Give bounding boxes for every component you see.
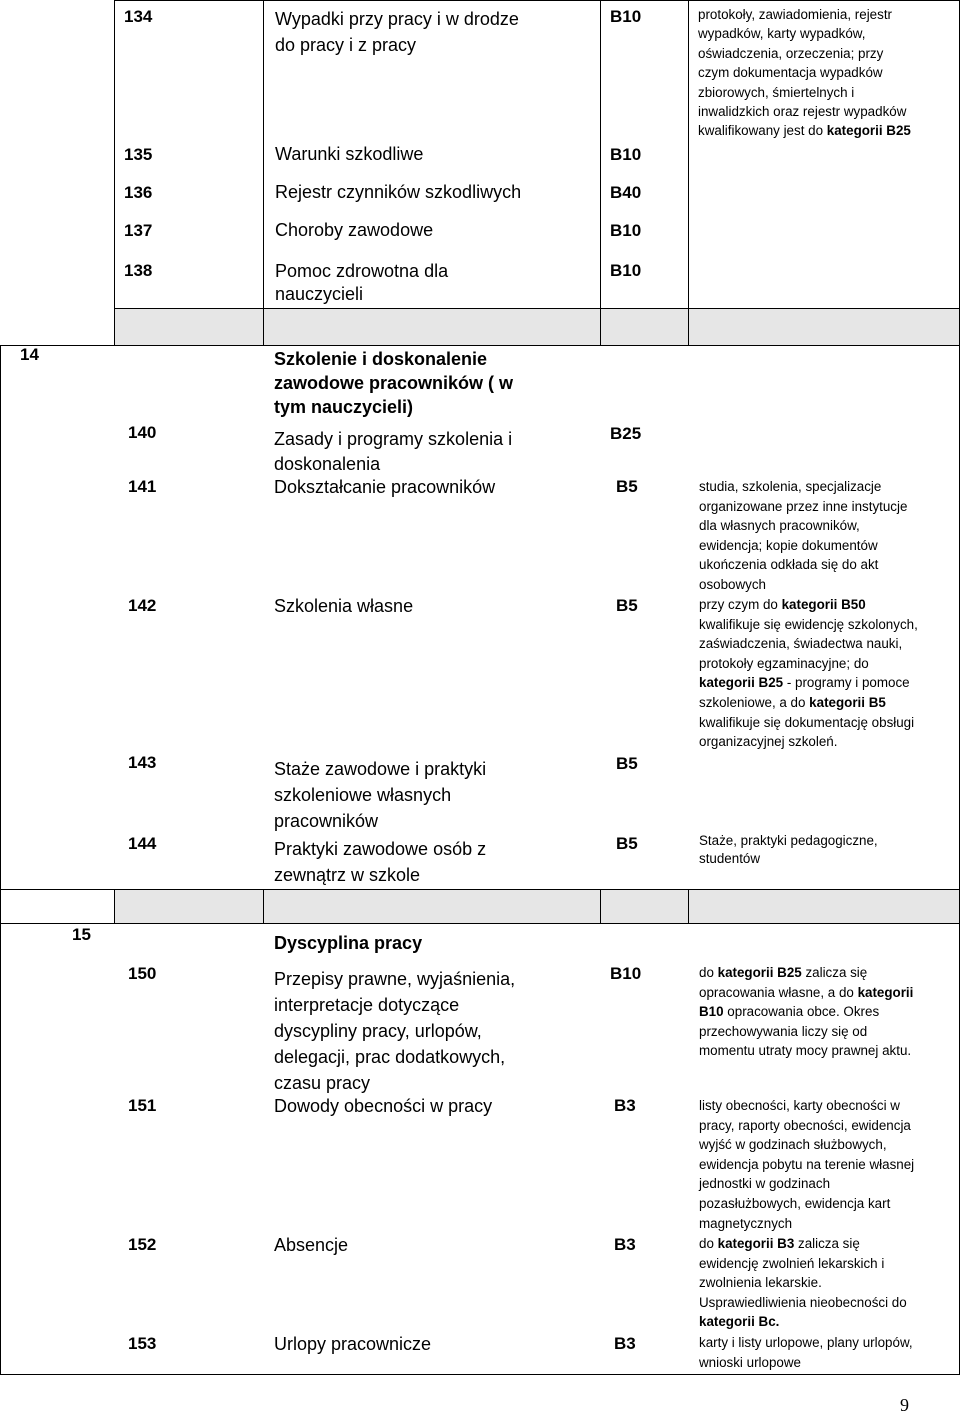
group-title-15: Dyscyplina pracy [274, 933, 423, 953]
note-line: do kategorii B25 zalicza się [699, 965, 868, 980]
symbol-137: 137 [124, 221, 153, 240]
note-line: do kategorii B3 zalicza się [699, 1236, 860, 1251]
category-134: B10 [610, 7, 642, 26]
note-line: szkoleniowe, a do kategorii B5 [699, 694, 886, 710]
category-143: B5 [616, 754, 638, 773]
title-142: Szkolenia własne [274, 596, 414, 616]
category-150: B10 [610, 964, 642, 983]
symbol-140: 140 [128, 423, 157, 442]
note-line: protokoły egzaminacyjne; do [699, 655, 869, 671]
symbol-134: 134 [124, 7, 153, 26]
note-line: opracowania własne, a do kategorii [699, 984, 914, 1000]
title-134: Wypadki przy pracy i w drodze do pracy i z pracy [275, 9, 519, 55]
note-141: studia, szkolenia, specjalizacje organizowane przez inne instytucje dla własnych pracowników, ewidencja; kopie dokumentów ukończenia odkłada się do akt osobowych [699, 479, 908, 592]
category-144: B5 [616, 834, 638, 853]
category-152: B3 [614, 1235, 636, 1254]
group-title-14: Szkolenie i doskonalenie zawodowe pracowników ( w tym nauczycieli) [274, 349, 514, 417]
note-142 [699, 595, 918, 752]
note-line: B10 opracowania obce. Okres [699, 1004, 880, 1020]
symbol-138: 138 [124, 261, 153, 280]
note-150 [699, 963, 913, 1061]
title-135: Warunki szkodliwe [275, 144, 424, 164]
page-number: 9 [900, 1395, 909, 1415]
title-151: Dowody obecności w pracy [274, 1096, 493, 1116]
symbol-135: 135 [124, 145, 153, 164]
note-line: momentu utraty mocy prawnej aktu. [699, 1043, 912, 1059]
note-134: protokoły, zawiadomienia, rejestr wypadków, karty wypadków, oświadczenia, orzeczenia; przy czym dokumentacja wypadków zbiorowych, śmiertelnych i inwalidzkich oraz rejestr wypadków kwalifikowany jest do kategorii B25 [698, 7, 911, 139]
note-line: kwalifikuje się ewidencję szkolonych, [699, 616, 918, 632]
separator-band [114, 889, 959, 923]
note-line: kategorii Bc. [699, 1314, 780, 1330]
group-symbol-15: 15 [72, 925, 91, 944]
note-line: Usprawiedliwienia nieobecności do [699, 1294, 907, 1310]
note-153: karty i listy urlopowe, plany urlopów, wnioski urlopowe [699, 1335, 913, 1370]
title-141: Dokształcanie pracowników [274, 477, 496, 497]
symbol-152: 152 [128, 1235, 157, 1254]
category-138: B10 [610, 261, 642, 280]
category-151: B3 [614, 1096, 636, 1115]
symbol-136: 136 [124, 183, 153, 202]
category-142: B5 [616, 596, 638, 615]
category-140: B25 [610, 424, 642, 443]
title-138: Pomoc zdrowotna dla nauczycieli [275, 261, 449, 304]
symbol-153: 153 [128, 1334, 157, 1353]
symbol-143: 143 [128, 753, 157, 772]
title-137: Choroby zawodowe [275, 220, 434, 240]
title-153: Urlopy pracownicze [274, 1334, 432, 1354]
title-143: Staże zawodowe i praktyki szkoleniowe własnych pracowników [274, 759, 487, 831]
category-153: B3 [614, 1334, 636, 1353]
note-152 [699, 1234, 907, 1332]
title-150: Przepisy prawne, wyjaśnienia, interpretacje dotyczące dyscypliny pracy, urlopów, delegacji, prac dodatkowych, czasu pracy [274, 969, 516, 1093]
group-symbol-14: 14 [20, 345, 39, 364]
category-141: B5 [616, 477, 638, 496]
note-line: ewidencję zwolnień lekarskich i [699, 1255, 885, 1271]
symbol-141: 141 [128, 477, 157, 496]
symbol-150: 150 [128, 964, 157, 983]
note-line: zwolnienia lekarskie. [699, 1275, 822, 1291]
note-line: kategorii B25 - programy i pomoce [699, 675, 910, 691]
symbol-151: 151 [128, 1096, 157, 1115]
category-136: B40 [610, 183, 642, 202]
note-line: organizacyjnej szkoleń. [699, 734, 838, 750]
note-line: zaświadczenia, świadectwa nauki, [699, 636, 903, 652]
category-137: B10 [610, 221, 642, 240]
symbol-144: 144 [128, 834, 157, 853]
separator-band [114, 308, 959, 345]
category-135: B10 [610, 145, 642, 164]
note-line: przy czym do kategorii B50 [699, 597, 866, 612]
title-144: Praktyki zawodowe osób z zewnątrz w szkole [274, 839, 487, 885]
note-151: listy obecności, karty obecności w pracy, raporty obecności, ewidencja wyjść w godzinach służbowych, ewidencja pobytu na terenie własnej jednostki w godzinach pozasłużbowych, ewidencja kart magnetycznych [699, 1098, 915, 1231]
title-152: Absencje [274, 1235, 349, 1255]
title-140: Zasady i programy szkolenia i doskonalenia [274, 429, 513, 474]
symbol-142: 142 [128, 596, 157, 615]
title-136: Rejestr czynników szkodliwych [275, 182, 522, 202]
separator-blank [0, 308, 114, 345]
note-line: przechowywania liczy się od [699, 1023, 868, 1039]
note-line: kwalifikuje się dokumentację obsługi [699, 714, 915, 730]
note-144: Staże, praktyki pedagogiczne, studentów [699, 833, 878, 866]
